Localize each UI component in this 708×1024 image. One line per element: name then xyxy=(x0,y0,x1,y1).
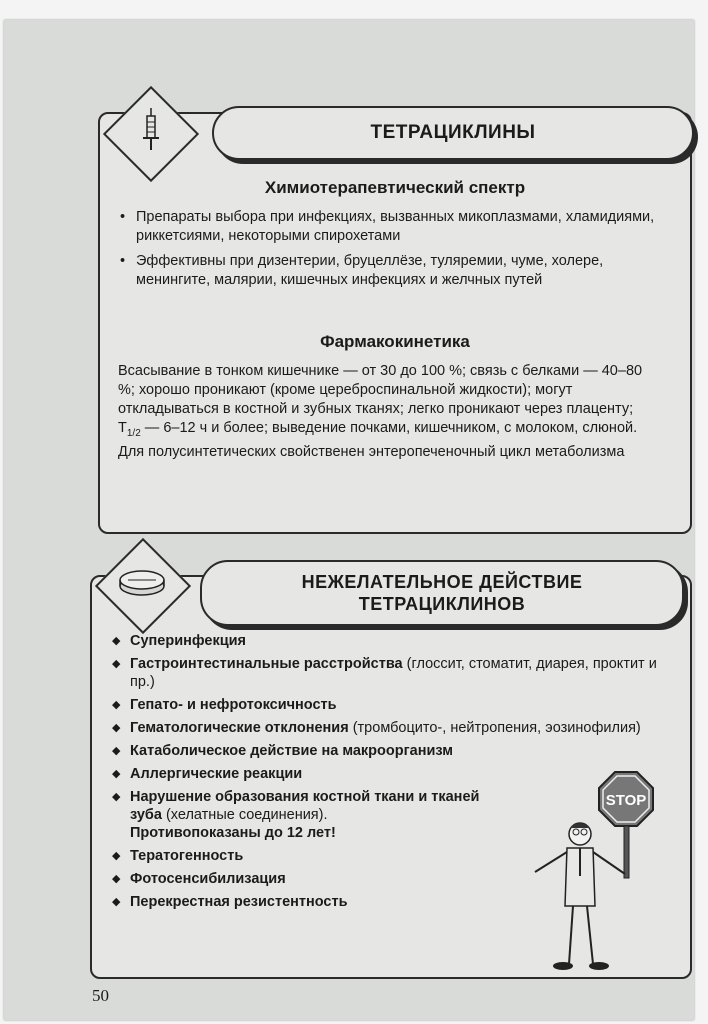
adverse-effect-item: ◆ Гепато- и нефротоксичность xyxy=(112,696,657,714)
pk-text-part1: Всасывание в тонком кишечнике — от 30 до 100 %; связь с белками — 40–80 %; хорошо проникают (кроме цереброспинальной жидкости); могут откладываться в костной и зубных тканях; легко проникают через плаценту; xyxy=(118,363,643,417)
syringe-icon xyxy=(133,106,169,154)
tetracyclines-panel xyxy=(98,112,692,534)
tetracyclines-title-banner xyxy=(212,106,694,160)
adverse-effect-item: ◆ Тератогенность xyxy=(112,847,657,865)
adverse-effects-title-line2: ТЕТРАЦИКЛИНОВ xyxy=(358,594,526,614)
pharmacokinetics-text xyxy=(118,362,648,462)
adverse-effect-item: ◆ Аллергические реакции xyxy=(112,765,657,783)
adverse-effects-title-line1: НЕЖЕЛАТЕЛЬНОЕ ДЕЙСТВИЕ xyxy=(301,572,583,592)
adverse-effect-item: ◆ Перекрестная резистентность xyxy=(112,893,657,911)
half-life-subscript: 1/2 xyxy=(126,427,141,439)
page-number: 50 xyxy=(92,986,109,1005)
tetracyclines-title: ТЕТРАЦИКЛИНЫ xyxy=(370,122,536,143)
adverse-effect-item: ◆ Катаболическое действие на макроорганизм xyxy=(112,742,657,760)
spectrum-item: • Препараты выбора при инфекциях, вызванных микоплазмами, хламидиями, риккетсиями, некоторыми спирохетами xyxy=(118,208,673,246)
pill-icon xyxy=(116,566,168,600)
pk-text-part2: — 6–12 ч и более; выведение почками, кишечником, с молоком, слюной. Для полусинтетических свойственен энтеропеченочный цикл метаболизма xyxy=(118,420,638,460)
stop-sign-man-illustration xyxy=(525,768,675,978)
adverse-effect-item: ◆ Нарушение образования костной ткани и тканей зуба (хелатные соединения). Противопоказаны до 12 лет! xyxy=(112,788,490,842)
stop-sign-text: STOP xyxy=(605,792,647,809)
adverse-effect-item: ◆ Гастроинтестинальные расстройства (глоссит, стоматит, диарея, проктит и пр.) xyxy=(112,655,657,691)
spectrum-item: • Эффективны при дизентерии, бруцеллёзе, туляремии, чуме, холере, менингите, малярии, кишечных инфекциях и желчных путей xyxy=(118,252,673,290)
adverse-effect-item: ◆ Фотосенсибилизация xyxy=(112,870,657,888)
half-life-symbol: T xyxy=(118,420,127,436)
spectrum-list xyxy=(118,208,673,296)
adverse-effect-item: ◆ Гематологические отклонения (тромбоцито-, нейтропения, эозинофилия) xyxy=(112,719,657,737)
adverse-effects-title-banner xyxy=(200,560,684,626)
spectrum-heading: Химиотерапевтический спектр xyxy=(264,178,526,197)
pharmacokinetics-heading: Фармакокинетика xyxy=(320,332,470,351)
adverse-effect-item: ◆ Суперинфекция xyxy=(112,632,657,650)
